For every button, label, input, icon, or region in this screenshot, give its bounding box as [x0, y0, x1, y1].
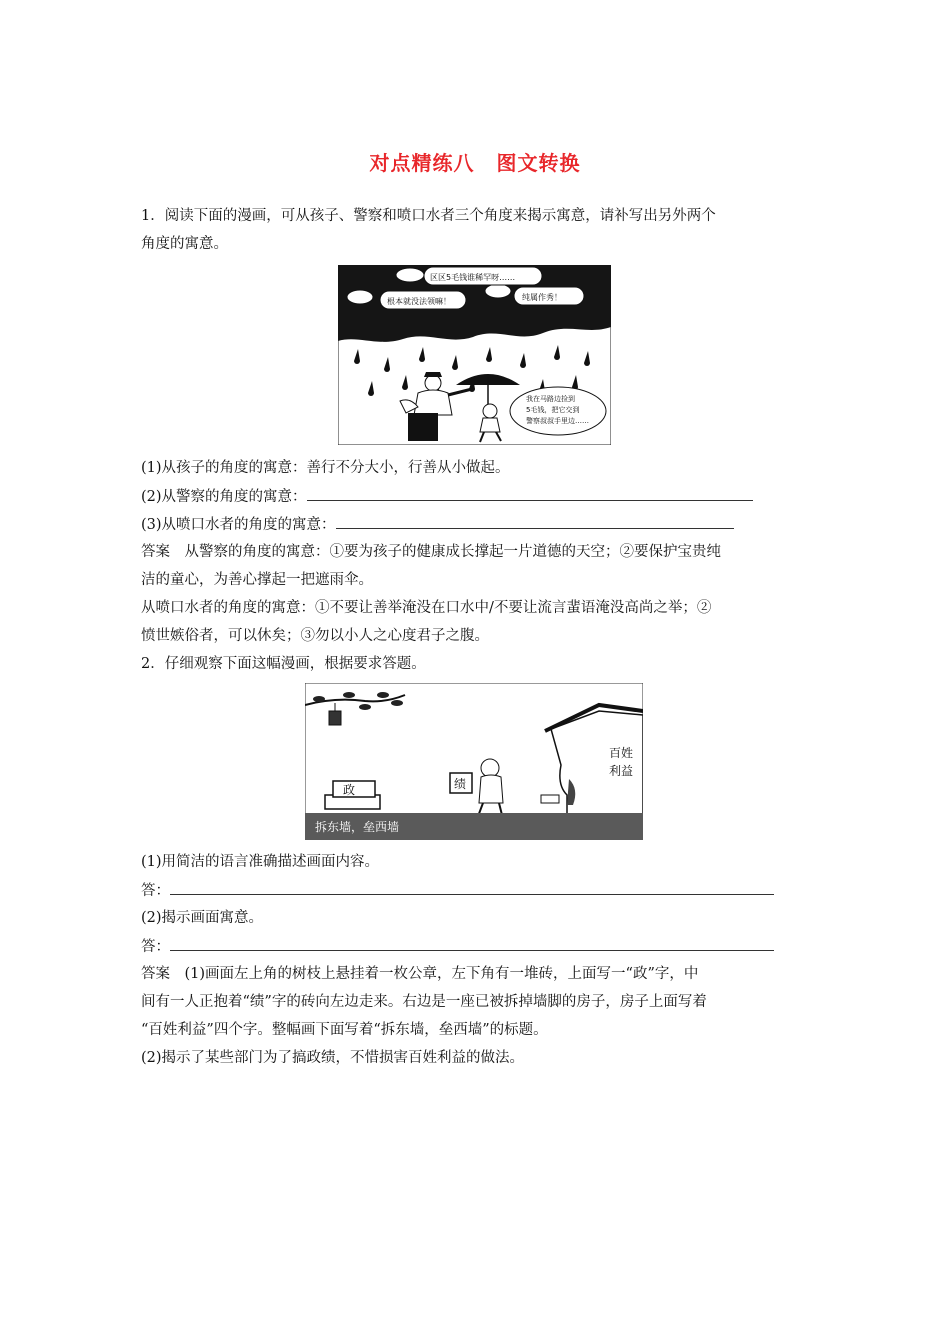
q1-sub3: (3)从喷口水者的角度的寓意： [141, 517, 336, 533]
q2-answer-line4: (2)揭示了某些部门为了搞政绩，不惜损害百姓利益的做法。 [141, 1050, 525, 1066]
brick-left-label: 政 [343, 783, 356, 797]
answer-prefix-1: 答： [141, 883, 170, 899]
page-title [0, 147, 950, 176]
q1-sub2: (2)从警察的角度的寓意： [141, 489, 307, 505]
house-label-line2: 利益 [609, 764, 634, 778]
cartoon-wall [305, 683, 643, 840]
q2-answer-row-2 [141, 936, 821, 957]
q2-sub2: (2)揭示画面寓意。 [141, 910, 264, 926]
bubble-text-3: 纯属作秀！ [522, 293, 562, 302]
q1-prompt-line1: 1．阅读下面的漫画，可从孩子、警察和喷口水者三个角度来揭示寓意，请补写出另外两个 [141, 208, 716, 224]
q2-answer-line3: “百姓利益”四个字。整幅画下面写着“拆东墙，垒西墙”的标题。 [141, 1022, 548, 1038]
answer-blank-4[interactable] [170, 936, 774, 951]
cartoon-rain-svg [338, 265, 611, 445]
answer-blank-1[interactable] [307, 486, 753, 501]
bubble-text-4-line3: 警察叔叔手里边…… [526, 417, 589, 425]
q1-prompt-line2: 角度的寓意。 [141, 236, 228, 252]
cartoon-rain-umbrella [338, 265, 611, 445]
bubble-text-4-line2: 5毛钱，把它交到 [526, 406, 580, 414]
q1-answer-line4: 愤世嫉俗者，可以休矣；③勿以小人之心度君子之腹。 [141, 628, 489, 644]
q2-answer-line2: 间有一人正抱着“绩”字的砖向左边走来。右边是一座已被拆掉墙脚的房子，房子上面写着 [141, 994, 707, 1010]
q1-answer-line2: 洁的童心，为善心撑起一把遮雨伞。 [141, 572, 373, 588]
house-label-line1: 百姓 [609, 746, 634, 760]
q1-sub2-row [141, 486, 821, 507]
q2-answer-row-1 [141, 880, 821, 901]
answer-blank-3[interactable] [170, 880, 774, 895]
bubble-text-4-line1: 我在马路边捡到 [526, 395, 575, 403]
answer-prefix-2: 答： [141, 939, 170, 955]
cartoon-wall-svg [305, 683, 643, 840]
q1-answer-line1: 答案 从警察的角度的寓意：①要为孩子的健康成长撑起一片道德的天空；②要保护宝贵纯 [141, 544, 721, 560]
q1-sub1: (1)从孩子的角度的寓意：善行不分大小，行善从小做起。 [141, 460, 510, 476]
q2-sub1: (1)用简洁的语言准确描述画面内容。 [141, 854, 380, 870]
q2-answer-line1: 答案 (1)画面左上角的树枝上悬挂着一枚公章，左下角有一堆砖，上面写一“政”字，中 [141, 966, 699, 982]
cartoon-caption: 拆东墙，垒西墙 [315, 820, 400, 834]
q1-sub3-row [141, 514, 821, 535]
bubble-text-1: 区区5毛钱谁稀罕呀…… [430, 273, 516, 282]
title-part2: 图文转换 [496, 151, 581, 175]
q2-prompt: 2．仔细观察下面这幅漫画，根据要求答题。 [141, 656, 426, 672]
q1-answer-line3: 从喷口水者的角度的寓意：①不要让善举淹没在口水中/不要让流言蜚语淹没高尚之举；② [141, 600, 712, 616]
answer-blank-2[interactable] [336, 514, 734, 529]
title-part1: 对点精练八 [369, 151, 475, 175]
brick-held-label: 绩 [454, 777, 467, 791]
bubble-text-2: 根本就没法领嘛！ [387, 297, 451, 306]
